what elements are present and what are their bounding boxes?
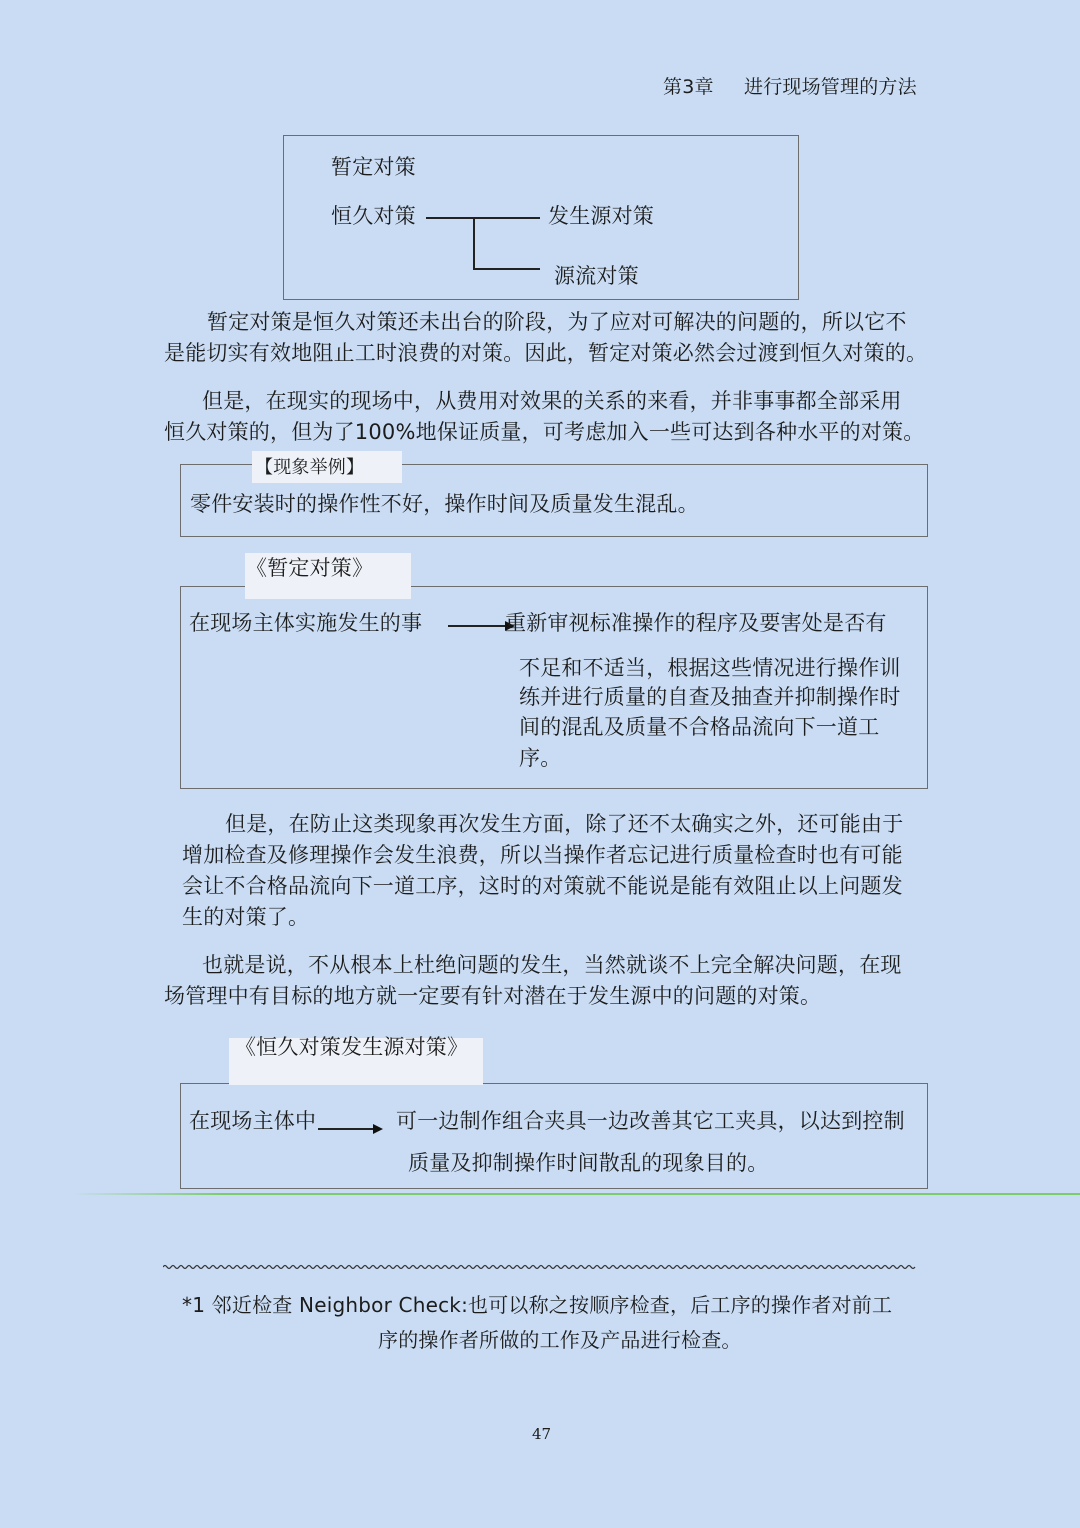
permanent-measure-arrow-head [373,1124,383,1134]
footnote-line-2: 序的操作者所做的工作及产品进行检查。 [378,1328,742,1352]
paragraph-3-line-3: 会让不合格品流向下一道工序，这时的对策就不能说是能有效阻止以上问题发 [182,874,903,898]
paragraph-2-line-2: 恒久对策的，但为了100%地保证质量，可考虑加入一些可达到各种水平的对策。 [164,420,925,444]
diagram-branch-horizontal [426,217,540,219]
page-number: 47 [532,1425,552,1443]
temporary-measure-right-2: 不足和不适当，根据这些情况进行操作训 [519,656,901,680]
green-divider [72,1193,1080,1195]
temporary-measure-label: 《暂定对策》 [246,556,374,580]
diagram-temporary: 暂定对策 [331,155,416,179]
diagram-stream: 源流对策 [554,264,639,288]
permanent-measure-left: 在现场主体中 [189,1109,317,1133]
temporary-measure-arrow-line [448,625,508,627]
paragraph-4-line-2: 场管理中有目标的地方就一定要有针对潜在于发生源中的问题的对策。 [164,984,822,1008]
paragraph-4-line-1: 也就是说，不从根本上杜绝问题的发生，当然就谈不上完全解决问题，在现 [202,953,902,977]
permanent-measure-right-2: 质量及抑制操作时间散乱的现象目的。 [408,1151,769,1175]
paragraph-1-line-1: 暂定对策是恒久对策还未出台的阶段，为了应对可解决的问题的，所以它不 [207,310,907,334]
temporary-measure-right-4: 间的混乱及质量不合格品流向下一道工 [519,715,880,739]
paragraph-3-line-1: 但是，在防止这类现象再次发生方面，除了还不太确实之外，还可能由于 [225,812,904,836]
chapter-number: 第3章 [663,76,714,98]
paragraph-1-line-2: 是能切实有效地阻止工时浪费的对策。因此，暂定对策必然会过渡到恒久对策的。 [164,341,928,365]
diagram-permanent: 恒久对策 [331,204,416,228]
chapter-title: 进行现场管理的方法 [744,76,917,98]
diagram-branch-lower [473,268,540,270]
temporary-measure-left: 在现场主体实施发生的事 [189,611,423,635]
temporary-measure-right-1: 重新审视标准操作的程序及要害处是否有 [505,611,887,635]
paragraph-3-line-4: 生的对策了。 [182,905,310,929]
phenomenon-example-text: 零件安装时的操作性不好，操作时间及质量发生混乱。 [190,492,699,516]
footnote-line-1: *1 邻近检查 Neighbor Check:也可以称之按顺序检查，后工序的操作者对前工 [182,1293,893,1317]
permanent-measure-right-1: 可一边制作组合夹具一边改善其它工夹具，以达到控制 [396,1109,905,1133]
diagram-branch-vertical [473,217,475,270]
paragraph-3-line-2: 增加检查及修理操作会发生浪费，所以当操作者忘记进行质量检查时也有可能 [182,843,903,867]
phenomenon-example-label: 【现象举例】 [255,457,365,478]
permanent-measure-arrow-line [318,1128,376,1130]
diagram-source: 发生源对策 [548,204,654,228]
footnote-divider [163,1264,917,1270]
temporary-measure-right-3: 练并进行质量的自查及抽查并抑制操作时 [519,685,901,709]
temporary-measure-right-5: 序。 [519,746,562,770]
paragraph-2-line-1: 但是，在现实的现场中，从费用对效果的关系的来看，并非事事都全部采用 [202,389,902,413]
permanent-measure-label: 《恒久对策发生源对策》 [235,1035,469,1059]
